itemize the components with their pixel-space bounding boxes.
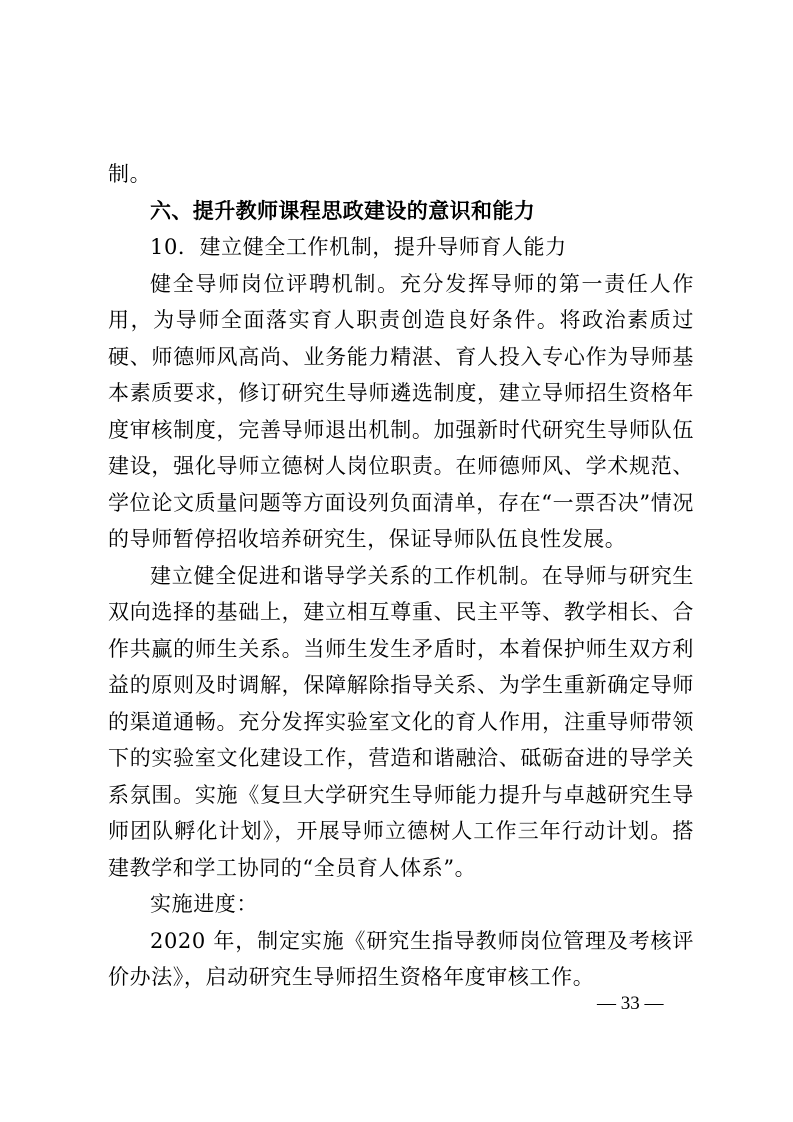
continuation-text: 制。: [108, 162, 152, 186]
progress-label: 实施进度：: [150, 892, 258, 916]
subheading: 10．建立健全工作机制，提升导师育人能力: [150, 235, 567, 259]
paragraph-job-appointment: 健全导师岗位评聘机制。充分发挥导师的第一责任人作用，为导师全面落实育人职责创造良好条件。将政治素质过硬、师德师风高尚、业务能力精湛、育人投入专心作为导师基本素质要求，修订研究生导师遴选制度，建立导师招生资格年度审核制度，完善导师退出机制。加强新时代研究生导师队伍建设，强化导师立德树人岗位职责。在师德师风、学术规范、学位论文质量问题等方面设列负面清单，存在“一票否决”情况的导师暂停招收培养研究生，保证导师队伍良性发展。: [108, 271, 694, 551]
body-text: [108, 156, 694, 996]
section-heading: 六、提升教师课程思政建设的意识和能力: [150, 198, 536, 223]
page-number: — 33 —: [597, 993, 664, 1014]
progress-2020: 2020 年，制定实施《研究生指导教师岗位管理及考核评价办法》，启动研究生导师招生资格年度审核工作。: [108, 928, 694, 989]
paragraph-mentor-relationship: 建立健全促进和谐导学关系的工作机制。在导师与研究生双向选择的基础上，建立相互尊重、民主平等、教学相长、合作共赢的师生关系。当师生发生矛盾时，本着保护师生双方利益的原则及时调解，保障解除指导关系、为学生重新确定导师的渠道通畅。充分发挥实验室文化的育人作用，注重导师带领下的实验室文化建设工作，营造和谐融洽、砥砺奋进的导学关系氛围。实施《复旦大学研究生导师能力提升与卓越研究生导师团队孵化计划》，开展导师立德树人工作三年行动计划。搭建教学和学工协同的“全员育人体系”。: [108, 563, 694, 880]
